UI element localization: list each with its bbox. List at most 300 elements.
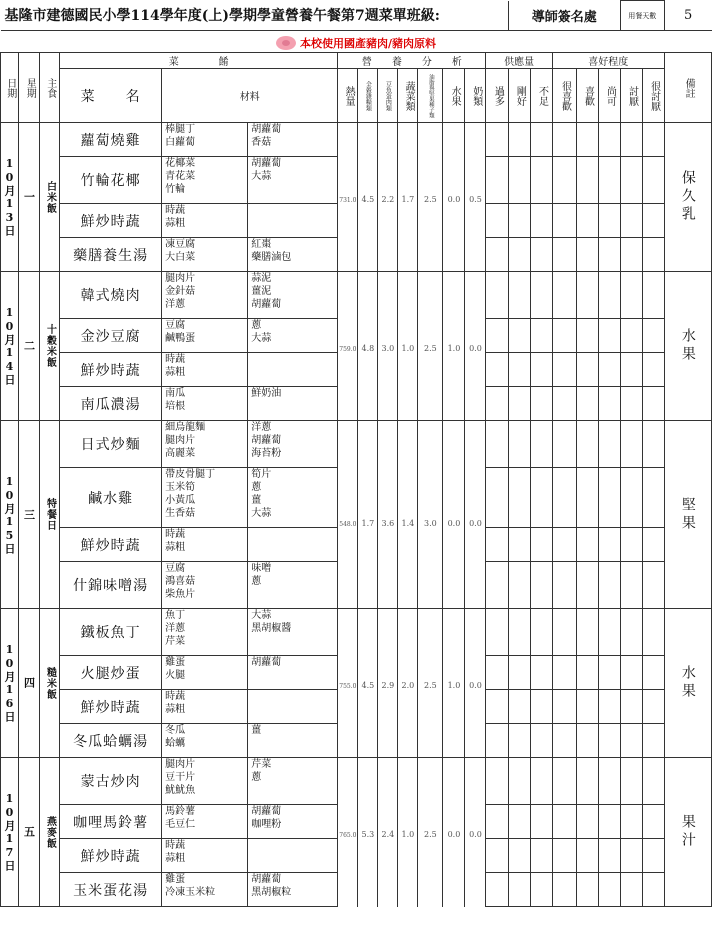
rating-cell[interactable] — [508, 528, 530, 562]
rating-cell[interactable] — [598, 839, 620, 873]
dish-name: 蘿蔔燒雞 — [60, 123, 162, 157]
rating-cell[interactable] — [576, 528, 598, 562]
rating-cell[interactable] — [598, 421, 620, 468]
dish-ingredients-left — [162, 421, 248, 468]
ingredient: 蒜粗 — [165, 367, 186, 378]
day-staple: 十穀米飯 — [40, 272, 60, 421]
rating-cell[interactable] — [486, 157, 508, 204]
nutrition-calories — [338, 562, 358, 609]
rating-cell[interactable] — [598, 528, 620, 562]
ingredient: 青花菜 — [165, 171, 196, 182]
dish-ingredients-left — [162, 656, 248, 690]
rating-cell[interactable] — [642, 528, 664, 562]
nutrition-oil — [418, 873, 443, 907]
meal-days-label: 用餐天數 — [620, 1, 664, 31]
rating-cell[interactable] — [508, 758, 530, 805]
rating-cell[interactable] — [620, 839, 642, 873]
rating-cell[interactable] — [486, 123, 508, 157]
rating-cell[interactable] — [508, 238, 530, 272]
rating-cell[interactable] — [552, 387, 576, 421]
rating-cell[interactable] — [620, 238, 642, 272]
day-staple: 白米飯 — [40, 123, 60, 272]
rating-cell[interactable] — [486, 724, 508, 758]
rating-cell[interactable] — [620, 805, 642, 839]
rating-cell[interactable] — [530, 421, 552, 468]
rating-cell[interactable] — [486, 353, 508, 387]
dish-ingredients-left — [162, 724, 248, 758]
dish-row — [1, 562, 712, 609]
rating-cell[interactable] — [552, 238, 576, 272]
day-weekday: 二 — [19, 272, 40, 421]
rating-cell[interactable] — [552, 528, 576, 562]
col-grains: 全穀雜糧類 — [358, 69, 378, 123]
nutrition-oil: 2.5 — [418, 157, 443, 204]
ingredient: 蒜粗 — [165, 218, 186, 229]
nutrition-dairy — [465, 353, 486, 387]
rating-cell[interactable] — [642, 157, 664, 204]
rating-cell[interactable] — [598, 238, 620, 272]
ingredient: 白蘿蔔 — [165, 137, 196, 148]
rating-cell[interactable] — [642, 421, 664, 468]
rating-cell[interactable] — [508, 609, 530, 656]
nutrition-protein — [378, 839, 398, 873]
rating-cell[interactable] — [576, 319, 598, 353]
rating-cell[interactable] — [552, 421, 576, 468]
rating-cell[interactable] — [576, 468, 598, 528]
nutrition-calories — [338, 724, 358, 758]
rating-cell[interactable] — [552, 157, 576, 204]
rating-cell[interactable] — [620, 123, 642, 157]
rating-cell[interactable] — [508, 805, 530, 839]
nutrition-veg — [398, 839, 418, 873]
rating-cell[interactable] — [598, 204, 620, 238]
ingredient: 竹輪 — [165, 184, 186, 195]
rating-cell[interactable] — [530, 468, 552, 528]
nutrition-dairy — [465, 609, 486, 656]
dish-ingredients-right — [248, 319, 338, 353]
rating-cell[interactable] — [642, 387, 664, 421]
rating-cell[interactable] — [508, 690, 530, 724]
rating-cell[interactable] — [530, 319, 552, 353]
rating-cell[interactable] — [530, 204, 552, 238]
rating-cell[interactable] — [486, 805, 508, 839]
rating-cell[interactable] — [530, 839, 552, 873]
nutrition-oil — [418, 724, 443, 758]
rating-cell[interactable] — [508, 272, 530, 319]
rating-cell[interactable] — [598, 609, 620, 656]
rating-cell[interactable] — [642, 805, 664, 839]
rating-cell[interactable] — [486, 319, 508, 353]
day-staple: 糙米飯 — [40, 609, 60, 758]
rating-cell[interactable] — [508, 873, 530, 907]
col-fruit: 水果 — [443, 69, 465, 123]
dish-ingredients-right — [248, 724, 338, 758]
rating-cell[interactable] — [620, 690, 642, 724]
nutrition-calories — [338, 123, 358, 157]
rating-cell[interactable] — [530, 873, 552, 907]
dish-name: 鮮炒時蔬 — [60, 690, 162, 724]
rating-cell[interactable] — [486, 609, 508, 656]
ingredient: 胡蘿蔔 — [251, 806, 282, 817]
ingredient: 胡蘿蔔 — [251, 874, 282, 885]
rating-cell[interactable] — [530, 609, 552, 656]
rating-cell[interactable] — [620, 609, 642, 656]
rating-cell[interactable] — [530, 690, 552, 724]
nutrition-grains — [358, 724, 378, 758]
rating-cell[interactable] — [576, 805, 598, 839]
rating-cell[interactable] — [598, 690, 620, 724]
rating-cell[interactable] — [530, 123, 552, 157]
nutrition-veg — [398, 123, 418, 157]
rating-cell[interactable] — [620, 528, 642, 562]
nutrition-grains: 4.5 — [358, 656, 378, 690]
rating-cell[interactable] — [552, 805, 576, 839]
rating-cell[interactable] — [598, 758, 620, 805]
rating-cell[interactable] — [642, 204, 664, 238]
ingredient: 雞蛋 — [165, 657, 186, 668]
rating-cell[interactable] — [552, 319, 576, 353]
col-ok: 尚可 — [598, 69, 620, 123]
rating-cell[interactable] — [530, 353, 552, 387]
nutrition-grains — [358, 204, 378, 238]
rating-cell[interactable] — [552, 758, 576, 805]
nutrition-fruit — [443, 528, 465, 562]
dish-name: 鮮炒時蔬 — [60, 839, 162, 873]
rating-cell[interactable] — [552, 656, 576, 690]
rating-cell[interactable] — [576, 387, 598, 421]
rating-cell[interactable] — [620, 272, 642, 319]
nutrition-protein — [378, 690, 398, 724]
rating-cell[interactable] — [642, 319, 664, 353]
nutrition-grains — [358, 353, 378, 387]
nutrition-calories — [338, 421, 358, 468]
day-staple: 燕麥飯 — [40, 758, 60, 907]
rating-cell[interactable] — [576, 353, 598, 387]
nutrition-calories: 755.0 — [338, 656, 358, 690]
rating-cell[interactable] — [508, 562, 530, 609]
nutrition-fruit — [443, 873, 465, 907]
rating-cell[interactable] — [576, 421, 598, 468]
rating-cell[interactable] — [576, 123, 598, 157]
ingredient: 大蒜 — [251, 333, 272, 344]
rating-cell[interactable] — [576, 873, 598, 907]
rating-cell[interactable] — [620, 319, 642, 353]
rating-cell[interactable] — [552, 839, 576, 873]
nutrition-oil: 2.5 — [418, 656, 443, 690]
rating-cell[interactable] — [642, 238, 664, 272]
rating-cell[interactable] — [486, 204, 508, 238]
nutrition-grains — [358, 238, 378, 272]
rating-cell[interactable] — [530, 238, 552, 272]
rating-cell[interactable] — [598, 319, 620, 353]
nutrition-grains: 1.7 — [358, 468, 378, 528]
teacher-sign-label: 導師簽名處 — [508, 1, 620, 31]
rating-cell[interactable] — [642, 272, 664, 319]
dish-name: 蒙古炒肉 — [60, 758, 162, 805]
ingredient: 薑 — [251, 495, 262, 506]
dish-ingredients-right — [248, 839, 338, 873]
rating-cell[interactable] — [486, 562, 508, 609]
ingredient: 胡蘿蔔 — [251, 158, 282, 169]
rating-cell[interactable] — [642, 562, 664, 609]
ingredient: 小黃瓜 — [165, 495, 196, 506]
rating-cell[interactable] — [598, 805, 620, 839]
rating-cell[interactable] — [508, 319, 530, 353]
rating-cell[interactable] — [486, 690, 508, 724]
rating-cell[interactable] — [642, 690, 664, 724]
rating-cell[interactable] — [598, 724, 620, 758]
nutrition-grains — [358, 123, 378, 157]
dish-name: 咖哩馬鈴薯 — [60, 805, 162, 839]
rating-cell[interactable] — [620, 204, 642, 238]
dish-ingredients-left — [162, 805, 248, 839]
nutrition-calories — [338, 272, 358, 319]
rating-cell[interactable] — [576, 562, 598, 609]
rating-cell[interactable] — [486, 758, 508, 805]
rating-cell[interactable] — [642, 609, 664, 656]
ingredient: 冬瓜 — [165, 725, 186, 736]
rating-cell[interactable] — [620, 387, 642, 421]
supply-group-header: 供應量 — [486, 53, 552, 69]
nutrition-oil — [418, 758, 443, 805]
nutrition-veg: 2.0 — [398, 656, 418, 690]
rating-cell[interactable] — [552, 123, 576, 157]
rating-cell[interactable] — [576, 690, 598, 724]
rating-cell[interactable] — [486, 873, 508, 907]
nutrition-veg — [398, 238, 418, 272]
rating-cell[interactable] — [530, 562, 552, 609]
nutrition-oil: 2.5 — [418, 319, 443, 353]
rating-cell[interactable] — [598, 157, 620, 204]
nutrition-oil — [418, 204, 443, 238]
nutrition-oil — [418, 387, 443, 421]
ingredient: 生香菇 — [165, 508, 196, 519]
nutrition-oil: 2.5 — [418, 805, 443, 839]
ingredient: 筍片 — [251, 469, 272, 480]
rating-cell[interactable] — [486, 468, 508, 528]
dish-ingredients-left — [162, 157, 248, 204]
nutrition-protein — [378, 272, 398, 319]
dish-row — [1, 839, 712, 873]
rating-cell[interactable] — [508, 123, 530, 157]
rating-cell[interactable] — [552, 609, 576, 656]
nutrition-veg — [398, 758, 418, 805]
ingredient: 高麗菜 — [165, 448, 196, 459]
ingredient: 蛤蠣 — [165, 738, 186, 749]
col-like: 喜歡 — [576, 69, 598, 123]
rating-cell[interactable] — [598, 272, 620, 319]
rating-cell[interactable] — [530, 724, 552, 758]
rating-cell[interactable] — [620, 758, 642, 805]
rating-cell[interactable] — [576, 238, 598, 272]
day-weekday: 三 — [19, 421, 40, 609]
rating-cell[interactable] — [552, 690, 576, 724]
page-title: 基隆市建德國民小學114學年度(上)學期學童營養午餐第7週菜單班級: — [1, 1, 509, 31]
rating-cell[interactable] — [620, 562, 642, 609]
nutrition-veg — [398, 873, 418, 907]
nutrition-veg: 1.7 — [398, 157, 418, 204]
rating-cell[interactable] — [508, 839, 530, 873]
ingredient: 豆腐 — [165, 320, 186, 331]
rating-cell[interactable] — [486, 238, 508, 272]
col-weekday: 星期 — [19, 53, 40, 123]
dish-row — [1, 758, 712, 805]
rating-cell[interactable] — [552, 204, 576, 238]
col-just-right: 剛好 — [508, 69, 530, 123]
rating-cell[interactable] — [620, 724, 642, 758]
rating-cell[interactable] — [576, 272, 598, 319]
rating-cell[interactable] — [552, 724, 576, 758]
dish-row — [1, 238, 712, 272]
rating-cell[interactable] — [598, 468, 620, 528]
rating-cell[interactable] — [620, 157, 642, 204]
dish-ingredients-right — [248, 272, 338, 319]
rating-cell[interactable] — [486, 421, 508, 468]
rating-cell[interactable] — [552, 562, 576, 609]
nutrition-protein — [378, 204, 398, 238]
day-date: 10月17日 — [1, 758, 19, 907]
rating-cell[interactable] — [642, 873, 664, 907]
nutrition-calories — [338, 873, 358, 907]
ingredient: 時蔬 — [165, 529, 186, 540]
nutrition-protein — [378, 387, 398, 421]
rating-cell[interactable] — [620, 873, 642, 907]
rating-cell[interactable] — [642, 353, 664, 387]
dish-ingredients-left — [162, 353, 248, 387]
day-remark: 堅果 — [664, 421, 711, 609]
rating-cell[interactable] — [530, 528, 552, 562]
rating-cell[interactable] — [642, 123, 664, 157]
rating-cell[interactable] — [642, 839, 664, 873]
banner-text: 本校使用國產豬肉/豬肉原料 — [299, 37, 437, 50]
nutrition-fruit — [443, 839, 465, 873]
day-date: 10月15日 — [1, 421, 19, 609]
nutrition-protein: 2.2 — [378, 157, 398, 204]
rating-cell[interactable] — [552, 873, 576, 907]
rating-cell[interactable] — [576, 656, 598, 690]
nutrition-veg — [398, 204, 418, 238]
nutrition-group-header: 營 養 分 析 — [338, 53, 486, 69]
nutrition-fruit — [443, 387, 465, 421]
nutrition-calories — [338, 204, 358, 238]
rating-cell[interactable] — [620, 421, 642, 468]
dish-name: 韓式燒肉 — [60, 272, 162, 319]
rating-cell[interactable] — [530, 758, 552, 805]
meal-days-value: 5 — [664, 1, 711, 31]
rating-cell[interactable] — [530, 387, 552, 421]
rating-cell[interactable] — [642, 724, 664, 758]
col-dairy: 奶類 — [465, 69, 486, 123]
ingredient: 鹹鴨蛋 — [165, 333, 196, 344]
nutrition-veg — [398, 353, 418, 387]
ingredient: 胡蘿蔔 — [251, 435, 282, 446]
ingredient: 薑 — [251, 725, 262, 736]
nutrition-protein — [378, 528, 398, 562]
rating-cell[interactable] — [552, 353, 576, 387]
nutrition-oil — [418, 528, 443, 562]
dish-row — [1, 272, 712, 319]
rating-cell[interactable] — [576, 758, 598, 805]
rating-cell[interactable] — [642, 656, 664, 690]
rating-cell[interactable] — [620, 468, 642, 528]
rating-cell[interactable] — [486, 528, 508, 562]
nutrition-calories — [338, 758, 358, 805]
ingredient: 蒜粗 — [165, 853, 186, 864]
rating-cell[interactable] — [620, 656, 642, 690]
dish-name: 南瓜濃湯 — [60, 387, 162, 421]
rating-cell[interactable] — [508, 204, 530, 238]
dish-ingredients-left — [162, 609, 248, 656]
nutrition-grains — [358, 690, 378, 724]
dish-name: 金沙豆腐 — [60, 319, 162, 353]
ingredient: 蒜粗 — [165, 704, 186, 715]
ingredient: 鮮奶油 — [251, 388, 282, 399]
rating-cell[interactable] — [530, 272, 552, 319]
nutrition-grains — [358, 609, 378, 656]
nutrition-dairy — [465, 421, 486, 468]
rating-cell[interactable] — [642, 468, 664, 528]
rating-cell[interactable] — [598, 562, 620, 609]
rating-cell[interactable] — [508, 353, 530, 387]
dish-name: 鮮炒時蔬 — [60, 353, 162, 387]
rating-cell[interactable] — [486, 387, 508, 421]
dish-name: 竹輪花椰 — [60, 157, 162, 204]
nutrition-dairy — [465, 387, 486, 421]
col-not-enough: 不足 — [530, 69, 552, 123]
rating-cell[interactable] — [486, 839, 508, 873]
rating-cell[interactable] — [508, 724, 530, 758]
rating-cell[interactable] — [508, 157, 530, 204]
day-weekday: 五 — [19, 758, 40, 907]
nutrition-grains: 4.8 — [358, 319, 378, 353]
rating-cell[interactable] — [620, 353, 642, 387]
dish-ingredients-right — [248, 238, 338, 272]
rating-cell[interactable] — [508, 468, 530, 528]
rating-cell[interactable] — [486, 272, 508, 319]
col-too-much: 過多 — [486, 69, 508, 123]
nutrition-oil — [418, 123, 443, 157]
rating-cell[interactable] — [576, 157, 598, 204]
col-remark: 備註 — [664, 53, 711, 123]
rating-cell[interactable] — [508, 656, 530, 690]
rating-cell[interactable] — [530, 805, 552, 839]
rating-cell[interactable] — [598, 656, 620, 690]
rating-cell[interactable] — [576, 204, 598, 238]
rating-cell[interactable] — [576, 724, 598, 758]
rating-cell[interactable] — [486, 656, 508, 690]
nutrition-calories — [338, 387, 358, 421]
rating-cell[interactable] — [598, 353, 620, 387]
dish-row — [1, 656, 712, 690]
rating-cell[interactable] — [598, 123, 620, 157]
rating-cell[interactable] — [598, 873, 620, 907]
rating-cell[interactable] — [508, 387, 530, 421]
rating-cell[interactable] — [576, 839, 598, 873]
rating-cell[interactable] — [642, 758, 664, 805]
dish-ingredients-left — [162, 873, 248, 907]
nutrition-veg — [398, 272, 418, 319]
rating-cell[interactable] — [552, 272, 576, 319]
ingredient: 凍豆腐 — [165, 239, 196, 250]
ingredient: 馬鈴薯 — [165, 806, 196, 817]
rating-cell[interactable] — [508, 421, 530, 468]
rating-cell[interactable] — [530, 157, 552, 204]
rating-cell[interactable] — [576, 609, 598, 656]
rating-cell[interactable] — [598, 387, 620, 421]
rating-cell[interactable] — [530, 656, 552, 690]
rating-cell[interactable] — [552, 468, 576, 528]
preference-group-header: 喜好程度 — [552, 53, 664, 69]
